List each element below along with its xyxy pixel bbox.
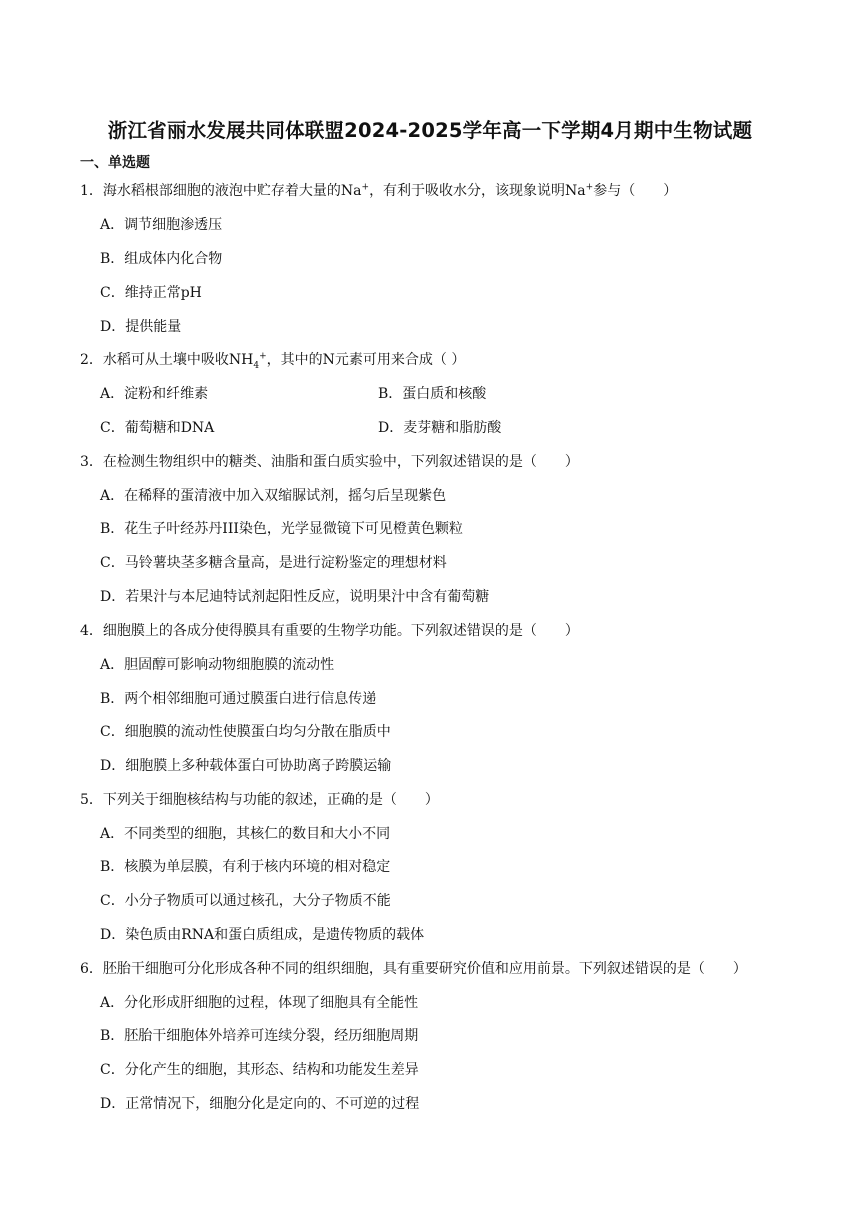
question-6-option-c: C．分化产生的细胞，其形态、结构和功能发生差异 — [100, 1062, 419, 1078]
question-2-option-d: D．麦芽糖和脂肪酸 — [378, 420, 502, 436]
question-4-stem: 4．细胞膜上的各成分使得膜具有重要的生物学功能。下列叙述错误的是（ ） — [80, 623, 579, 639]
question-3-option-a: A．在稀释的蛋清液中加入双缩脲试剂，摇匀后呈现紫色 — [100, 488, 447, 504]
question-1-option-c: C．维持正常pH — [100, 285, 202, 301]
question-6-option-b: B．胚胎干细胞体外培养可连续分裂，经历细胞周期 — [100, 1028, 419, 1044]
question-5-option-d: D．染色质由RNA和蛋白质组成，是遗传物质的载体 — [100, 927, 425, 943]
question-4-option-c: C．细胞膜的流动性使膜蛋白均匀分散在脂质中 — [100, 724, 391, 740]
section-heading: 一、单选题 — [80, 155, 150, 171]
question-5-option-c: C．小分子物质可以通过核孔，大分子物质不能 — [100, 893, 391, 909]
question-2-stem: 2．水稻可从土壤中吸收$NH_4^+$，其中的N元素可用来合成（ ） — [80, 351, 466, 371]
question-1-option-b: B．组成体内化合物 — [100, 251, 223, 267]
question-4-option-a: A．胆固醇可影响动物细胞膜的流动性 — [100, 657, 335, 673]
question-2-option-b: B．蛋白质和核酸 — [378, 386, 487, 402]
question-6-option-a: A．分化形成肝细胞的过程，体现了细胞具有全能性 — [100, 995, 419, 1011]
question-2-option-a: A．淀粉和纤维素 — [100, 386, 209, 402]
question-3-option-c: C．马铃薯块茎多糖含量高，是进行淀粉鉴定的理想材料 — [100, 555, 447, 571]
question-1-option-d: D．提供能量 — [100, 319, 182, 335]
question-3-option-b: B．花生子叶经苏丹III染色，光学显微镜下可见橙黄色颗粒 — [100, 521, 463, 537]
question-6-option-d: D．正常情况下，细胞分化是定向的、不可逆的过程 — [100, 1096, 420, 1112]
exam-title: 浙江省丽水发展共同体联盟2024-2025学年高一下学期4月期中生物试题 — [107, 119, 753, 142]
question-4-option-d: D．细胞膜上多种载体蛋白可协助离子跨膜运输 — [100, 758, 392, 774]
question-4-option-b: B．两个相邻细胞可通过膜蛋白进行信息传递 — [100, 691, 377, 707]
question-3-option-d: D．若果汁与本尼迪特试剂起阳性反应，说明果汁中含有葡萄糖 — [100, 589, 490, 605]
question-5-stem: 5．下列关于细胞核结构与功能的叙述，正确的是（ ） — [80, 792, 439, 808]
question-3-stem: 3．在检测生物组织中的糖类、油脂和蛋白质实验中，下列叙述错误的是（ ） — [80, 454, 579, 470]
question-5-option-a: A．不同类型的细胞，其核仁的数目和大小不同 — [100, 826, 391, 842]
question-2-option-c: C．葡萄糖和DNA — [100, 420, 215, 436]
question-5-option-b: B．核膜为单层膜，有利于核内环境的相对稳定 — [100, 859, 391, 875]
question-6-stem: 6．胚胎干细胞可分化形成各种不同的组织细胞，具有重要研究价值和应用前景。下列叙述错误的是（ ） — [80, 961, 747, 977]
question-1-stem: 1．海水稻根部细胞的液泡中贮存着大量的Na+，有利于吸收水分，该现象说明Na+参与（ ） — [80, 182, 678, 199]
question-1-option-a: A．调节细胞渗透压 — [100, 217, 223, 233]
